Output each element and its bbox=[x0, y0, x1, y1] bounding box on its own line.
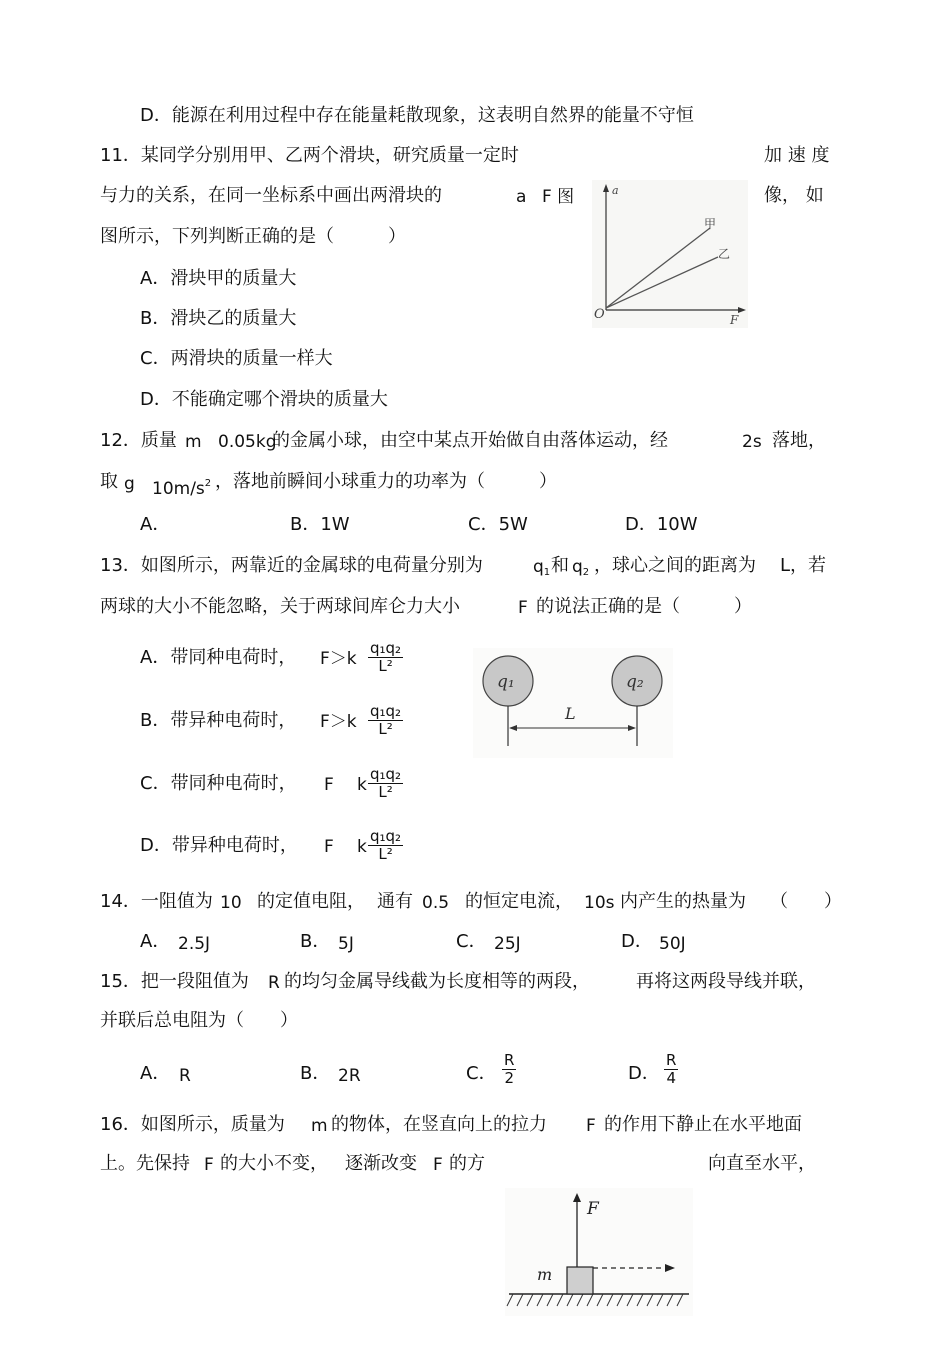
q13-option-a-rel: F＞k bbox=[320, 649, 357, 669]
q14-option-a-value: 2.5J bbox=[178, 934, 211, 954]
q16-f-symbol-3: F bbox=[433, 1155, 443, 1175]
q13-and: 和 bbox=[551, 555, 569, 576]
q11-stem-line2-end: 像， 如 bbox=[764, 185, 824, 206]
q13-option-a: A．带同种电荷时， bbox=[140, 647, 297, 668]
q12-stem-line1-end: 落地， bbox=[772, 430, 826, 451]
q13-option-d-f: F bbox=[324, 837, 334, 857]
q15-stem-line2: 并联后总电阻为（ ） bbox=[100, 1010, 298, 1031]
q11-option-c: C．两滑块的质量一样大 bbox=[140, 348, 333, 369]
q14-resistance: 10 bbox=[220, 893, 242, 913]
q15-option-b-value: 2R bbox=[338, 1066, 361, 1086]
q16-m-symbol: m bbox=[311, 1116, 328, 1136]
q14-stem: 14．一阻值为 bbox=[100, 891, 213, 912]
q14-option-d-value: 50J bbox=[659, 934, 686, 954]
q13-stem-line1-end: L，若 bbox=[780, 555, 827, 576]
q12-mass-value: 0.05kg bbox=[218, 432, 277, 452]
q15-stem-line1-mid: 的均匀金属导线截为长度相等的两段， bbox=[284, 971, 590, 992]
q13-option-c: C．带同种电荷时， bbox=[140, 773, 297, 794]
q14-answer-paren: （ ） bbox=[770, 891, 842, 912]
q14-option-b-value: 5J bbox=[338, 934, 354, 954]
q11-origin-label: O bbox=[594, 307, 605, 322]
q15-option-b: B． bbox=[300, 1063, 331, 1084]
q14-current: 0.5 bbox=[422, 893, 450, 913]
q15-option-c: C． bbox=[466, 1063, 497, 1084]
q13-label-q2: q₂ bbox=[626, 672, 644, 692]
q16-stem-line1-end: 的作用下静止在水平地面 bbox=[604, 1114, 802, 1135]
q12-option-b: B．1W bbox=[290, 514, 350, 535]
q13-charges-figure bbox=[473, 648, 673, 758]
q11-stem-line2: 与力的关系，在同一坐标系中画出两滑块的 bbox=[100, 185, 442, 206]
q15-option-a-value: R bbox=[179, 1066, 191, 1086]
q15-stem-line1-end: 再将这两段导线并联， bbox=[636, 971, 816, 992]
q14-option-b: B． bbox=[300, 931, 331, 952]
q11-axis-a-label: a bbox=[612, 184, 619, 197]
q12-option-a: A． bbox=[140, 514, 171, 535]
q16-stem-line1-mid: 的物体，在竖直向上的拉力 bbox=[331, 1114, 547, 1135]
q15-stem-line1: 15．把一段阻值为 bbox=[100, 971, 249, 992]
q13-stem-line2: 两球的大小不能忽略，关于两球间库仑力大小 bbox=[100, 596, 460, 617]
q13-option-d-k: k bbox=[357, 837, 367, 857]
q11-option-a: A．滑块甲的质量大 bbox=[140, 268, 297, 289]
q11-symbol-a: a bbox=[516, 187, 527, 207]
q16-stem-line2: 上。先保持 bbox=[100, 1153, 190, 1174]
q11-stem-line3: 图所示，下列判断正确的是（ ） bbox=[100, 226, 406, 247]
q10-option-d: D．能源在利用过程中存在能量耗散现象，这表明自然界的能量不守恒 bbox=[140, 105, 694, 126]
q16-f-symbol: F bbox=[586, 1116, 596, 1136]
q16-label-m: m bbox=[537, 1265, 553, 1284]
q12-time-value: 2s bbox=[742, 432, 762, 452]
q13-q2: $q_2$ bbox=[572, 557, 590, 578]
q11-af-graph bbox=[592, 180, 748, 328]
q14-stem-2: 的定值电阻， bbox=[257, 891, 365, 912]
q13-stem-line1: 13．如图所示，两靠近的金属球的电荷量分别为 bbox=[100, 555, 483, 576]
q15-option-d: D． bbox=[628, 1063, 660, 1084]
q11-line-yi-label: 乙 bbox=[718, 247, 731, 261]
q13-option-c-fraction: $\frac{\text{q₁q₂}}{\text{L²}}$ bbox=[370, 765, 402, 801]
q14-time: 10s bbox=[584, 893, 615, 913]
q12-g-symbol: g bbox=[124, 474, 135, 494]
q16-stem-line2-c: 逐渐改变 bbox=[345, 1153, 417, 1174]
q15-option-c-fraction: $\frac{R}{2}$ bbox=[504, 1051, 515, 1087]
q14-stem-5: 内产生的热量为 bbox=[620, 891, 746, 912]
q12-option-d: D．10W bbox=[625, 514, 698, 535]
q13-q1: $q_1$ bbox=[533, 557, 551, 578]
q11-option-d: D．不能确定哪个滑块的质量大 bbox=[140, 389, 388, 410]
q13-option-c-f: F bbox=[324, 775, 334, 795]
q16-label-f: F bbox=[587, 1199, 599, 1219]
q13-label-q1: q₁ bbox=[497, 672, 515, 692]
q13-stem-line1-mid: ，球心之间的距离为 bbox=[594, 555, 756, 576]
q11-option-b: B．滑块乙的质量大 bbox=[140, 308, 297, 329]
q16-stem-line2-d: 的方 bbox=[449, 1153, 485, 1174]
q14-option-c: C． bbox=[456, 931, 487, 952]
q16-stem-line2-b: 的大小不变， bbox=[220, 1153, 328, 1174]
q14-stem-4: 的恒定电流， bbox=[465, 891, 573, 912]
q13-label-l: L bbox=[565, 704, 576, 723]
q13-option-d: D．带异种电荷时， bbox=[140, 835, 298, 856]
q15-option-a: A． bbox=[140, 1063, 171, 1084]
q13-option-a-fraction: $\frac{\text{q₁q₂}}{\text{L²}}$ bbox=[370, 639, 402, 675]
q14-option-c-value: 25J bbox=[494, 934, 521, 954]
q11-axis-f-label: F bbox=[730, 313, 739, 327]
q15-option-d-fraction: $\frac{R}{4}$ bbox=[666, 1051, 677, 1087]
q12-option-c: C．5W bbox=[468, 514, 528, 535]
q15-r-symbol: R bbox=[268, 973, 280, 993]
q12-stem-line1: 12．质量 bbox=[100, 430, 177, 451]
q13-stem-line2-end: 的说法正确的是（ ） bbox=[536, 596, 752, 617]
q14-stem-3: 通有 bbox=[377, 891, 413, 912]
q12-stem-line1-mid: 的金属小球，由空中某点开始做自由落体运动，经 bbox=[272, 430, 668, 451]
q11-stem-line1: 11．某同学分别用甲、乙两个滑块，研究质量一定时 bbox=[100, 145, 519, 166]
q12-g-value: $10m/s^2$ bbox=[152, 478, 212, 499]
q12-stem-line2-end: ，落地前瞬间小球重力的功率为（ ） bbox=[215, 471, 557, 492]
q11-line-jia-label: 甲 bbox=[704, 217, 717, 231]
q16-force-figure bbox=[505, 1188, 693, 1316]
q13-option-b-rel: F＞k bbox=[320, 712, 357, 732]
q13-option-b: B．带异种电荷时， bbox=[140, 710, 297, 731]
q14-option-a: A． bbox=[140, 931, 171, 952]
q14-option-d: D． bbox=[621, 931, 653, 952]
q12-mass-symbol: m bbox=[185, 432, 202, 452]
q11-symbol-f: F 图 bbox=[542, 187, 575, 207]
q16-block bbox=[567, 1267, 593, 1294]
q11-stem-line1-end: 加 速 度 bbox=[764, 145, 830, 166]
q13-option-c-k: k bbox=[357, 775, 367, 795]
q12-stem-line2: 取 bbox=[100, 471, 118, 492]
q13-option-b-fraction: $\frac{\text{q₁q₂}}{\text{L²}}$ bbox=[370, 702, 402, 738]
q16-stem-line1: 16．如图所示，质量为 bbox=[100, 1114, 285, 1135]
q13-force-symbol: F bbox=[518, 598, 528, 618]
q16-stem-line2-end: 向直至水平， bbox=[708, 1153, 816, 1174]
q16-f-symbol-2: F bbox=[204, 1155, 214, 1175]
q13-option-d-fraction: $\frac{\text{q₁q₂}}{\text{L²}}$ bbox=[370, 827, 402, 863]
